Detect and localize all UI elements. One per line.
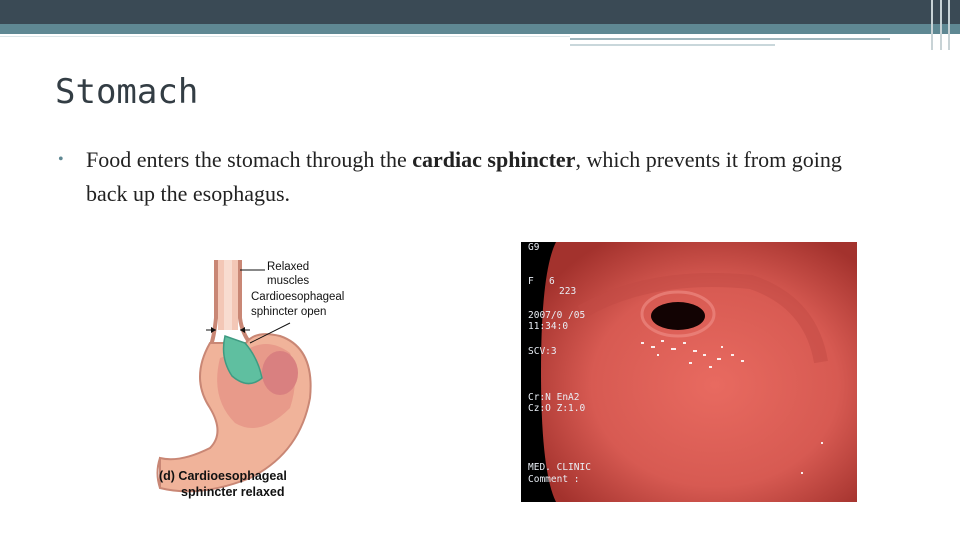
- top-banner: [0, 0, 960, 24]
- overlay-scv: SCV:3: [528, 346, 557, 357]
- caption-line-2: sphincter relaxed: [181, 485, 285, 499]
- top-accent-band: [0, 24, 960, 34]
- bullet-dot-icon: •: [58, 151, 64, 168]
- label-cardioesophageal: Cardioesophageal: [251, 291, 345, 303]
- overlay-cr2: Cz:O Z:1.0: [528, 403, 586, 414]
- bullet-text-start: Food enters the stomach through the: [86, 147, 413, 172]
- overlay-age: 6: [549, 276, 555, 287]
- overlay-cr1: Cr:N EnA2: [528, 392, 580, 403]
- bullet-bold-term: cardiac sphincter: [412, 147, 576, 172]
- overlay-id: G9: [528, 242, 540, 253]
- stomach-illustration: [150, 248, 390, 508]
- overlay-time: 11:34:0: [528, 321, 569, 332]
- decor-line: [570, 44, 775, 46]
- overlay-comment: Comment :: [528, 474, 580, 485]
- endoscopy-photo: [521, 242, 857, 502]
- overlay-date: 2007/0 /05: [528, 310, 586, 321]
- decor-line: [0, 36, 570, 37]
- overlay-clinic: MED. CLINIC: [528, 462, 591, 473]
- label-muscles: muscles: [267, 275, 310, 287]
- decor-vline: [948, 0, 950, 50]
- caption-line-1: (d) Cardioesophageal: [159, 469, 287, 483]
- decor-line: [570, 38, 890, 40]
- decor-vline: [940, 0, 942, 50]
- label-relaxed: Relaxed: [267, 261, 310, 273]
- label-sphincter-open: sphincter open: [251, 306, 327, 318]
- decor-vline: [931, 0, 933, 50]
- bullet-text-end: , which prevents it from going back up the esophagus.: [86, 147, 842, 206]
- bullet-text: [86, 143, 866, 211]
- overlay-code: 223: [559, 286, 577, 297]
- slide-title: Stomach: [55, 72, 199, 112]
- stomach-diagram: [150, 248, 390, 508]
- overlay-sex: F: [528, 276, 534, 287]
